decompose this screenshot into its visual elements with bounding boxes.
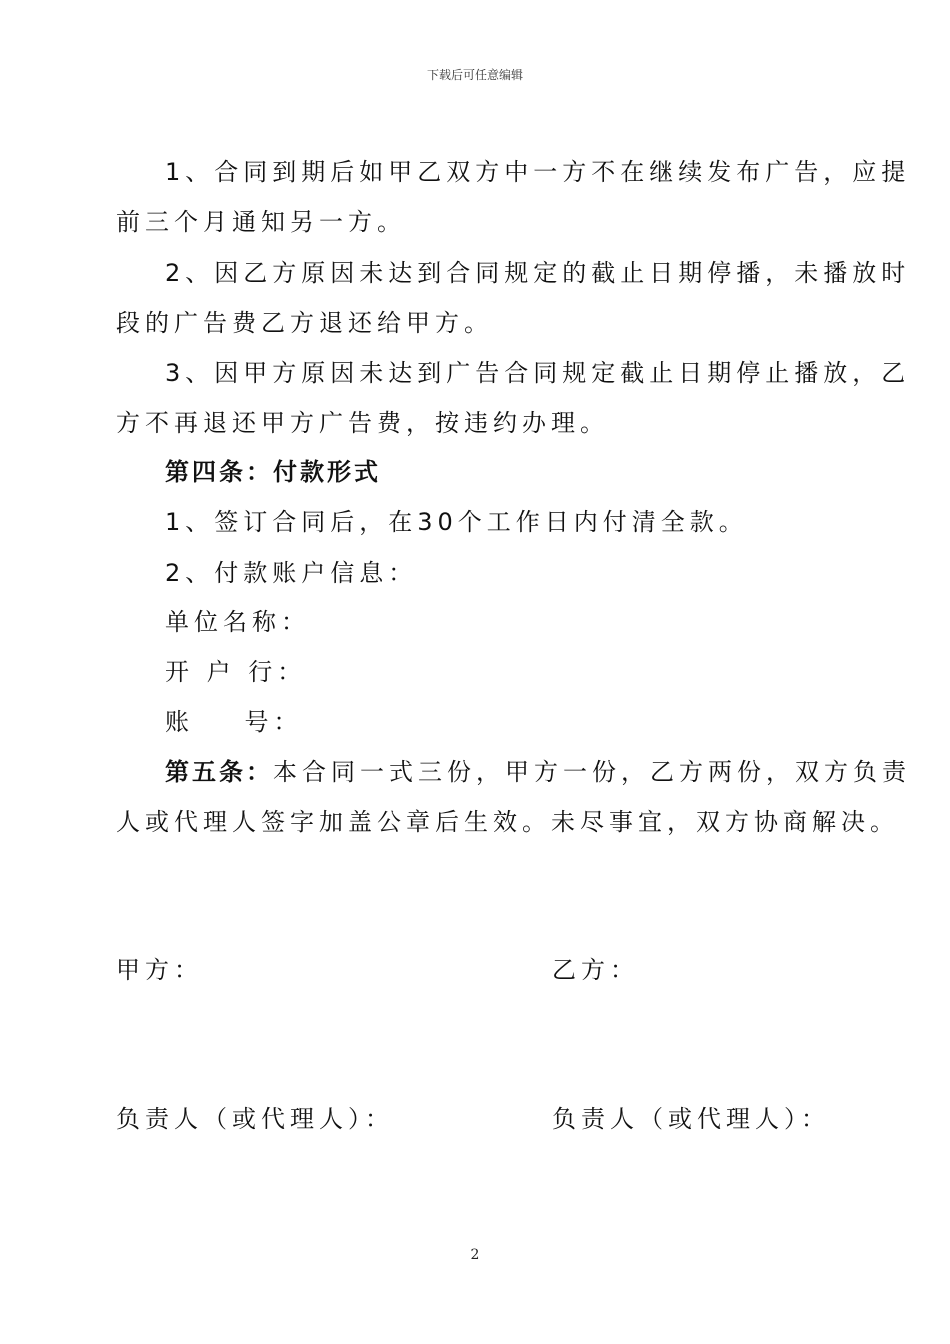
clause5-heading: 第五条： [165, 758, 273, 786]
clause3-paragraph2-line2: 段的广告费乙方退还给甲方。 [116, 309, 493, 337]
account-label: 账 号： [165, 708, 303, 736]
party-b-representative-label: 负责人（或代理人）： [552, 1105, 830, 1133]
clause4-item2: 2、付款账户信息： [165, 559, 418, 587]
clause5-text: 本合同一式三份，甲方一份，乙方两份，双方负责 [273, 758, 911, 786]
bank-label: 开 户 行： [165, 658, 307, 686]
clause3-paragraph1-line2: 前三个月通知另一方。 [116, 208, 406, 236]
clause3-paragraph1-line1: 1、合同到期后如甲乙双方中一方不在继续发布广告，应提 [165, 158, 911, 186]
clause3-paragraph3-line1: 3、因甲方原因未达到广告合同规定截止日期停止播放，乙 [165, 359, 911, 387]
clause5-line1 [165, 757, 911, 787]
clause4-heading: 第四条：付款形式 [165, 458, 381, 486]
clause4-item1: 1、签订合同后，在30个工作日内付清全款。 [165, 508, 748, 536]
party-a-label: 甲方： [116, 956, 203, 984]
party-b-label: 乙方： [552, 956, 639, 984]
clause3-paragraph2-line1: 2、因乙方原因未达到合同规定的截止日期停播，未播放时 [165, 259, 911, 287]
page-number: 2 [470, 1247, 480, 1263]
page-header: 下载后可任意编辑 [426, 68, 523, 82]
clause5-line2: 人或代理人签字加盖公章后生效。未尽事宜，双方协商解决。 [116, 808, 899, 836]
party-a-representative-label: 负责人（或代理人）： [116, 1105, 394, 1133]
clause3-paragraph3-line2: 方不再退还甲方广告费，按违约办理。 [116, 409, 609, 437]
unit-name-label: 单位名称： [165, 608, 310, 636]
